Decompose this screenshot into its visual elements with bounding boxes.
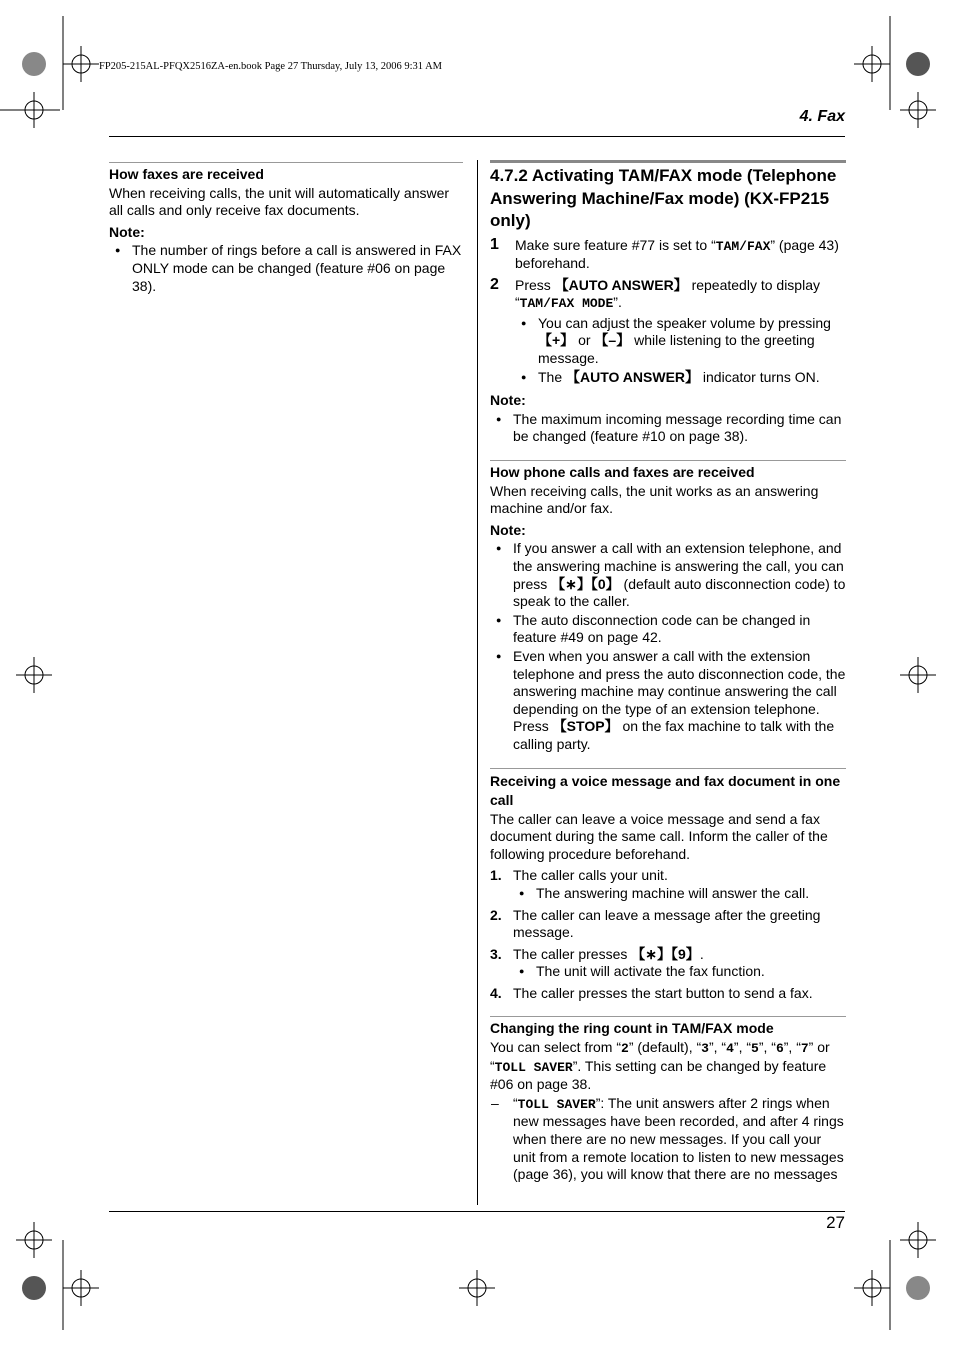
- section-title: How phone calls and faxes are received: [490, 464, 755, 481]
- note-bullet: ● If you answer a call with an extension telephone, and the answering machine is answering the call, you can press 【∗】【0】 (default auto disconnection code) to speak to the caller.: [490, 540, 846, 610]
- note-label: Note:: [490, 392, 526, 409]
- note-label: Note:: [490, 521, 526, 538]
- step-bullet: ● You can adjust the speaker volume by pressing 【+】 or 【–】 while listening to the greeting message.: [515, 315, 846, 368]
- step-text: Make sure feature #77 is set to “: [515, 236, 716, 253]
- note-bullet: ● The auto disconnection code can be changed in feature #49 on page 42.: [490, 612, 846, 647]
- right-column: [490, 160, 846, 1184]
- step-text: ”.: [613, 294, 622, 311]
- display-code: TAM/FAX: [715, 238, 771, 254]
- section-rule: [490, 460, 846, 461]
- step-1: [490, 237, 846, 273]
- note-label: Note:: [109, 223, 145, 240]
- display-code: TAM/FAX MODE: [519, 296, 614, 312]
- list-item: 3. The caller presses 【∗】【9】. ● The unit will activate the fax function.: [490, 946, 846, 981]
- auto-answer-key: 【AUTO ANSWER】: [554, 276, 688, 293]
- book-info-line: FP205-215AL-PFQX2516ZA-en.book Page 27 Thursday, July 13, 2006 9:31 AM: [99, 61, 442, 72]
- paragraph: You can select from “2” (default), “3”, “4”, “5”, “6”, “7” or “TOLL SAVER”. This setting can be changed by feature #06 on page 38.: [490, 1039, 830, 1093]
- left-column: [109, 162, 463, 296]
- paragraph: When receiving calls, the unit works as an answering machine and/or fax.: [490, 482, 819, 517]
- paragraph: The caller can leave a voice message and send a fax document during the same call. Inform the caller of the following procedure beforehand.: [490, 810, 828, 862]
- step-number: 2: [490, 275, 499, 293]
- list-bullet: ● The unit will activate the fax function.: [513, 963, 846, 981]
- heading-rule: [490, 160, 846, 163]
- list-item: 4. The caller presses the start button to send a fax.: [490, 984, 813, 1001]
- dash-item: – “TOLL SAVER”: The unit answers after 2 rings when new messages have been recorded, and after 4 rings when there are no new messages. If you call your unit from a remote location to listen to new messages (page 36), you will know that there are no messages: [491, 1094, 844, 1183]
- column-divider: [477, 160, 478, 1205]
- footer-rule: [109, 1211, 845, 1212]
- star-zero-key: 【∗】【0】: [551, 575, 620, 592]
- list-item: 2. The caller can leave a message after the greeting message.: [490, 906, 821, 941]
- section-rule: [109, 162, 463, 163]
- note-bullet: ● The maximum incoming message recording time can be changed (feature #10 on page 38).: [490, 411, 846, 446]
- minus-key: 【–】: [594, 332, 631, 349]
- stop-key: 【STOP】: [552, 718, 619, 735]
- note-bullet: ● The number of rings before a call is answered in FAX ONLY mode can be changed (feature #06 on page 38).: [109, 242, 463, 295]
- step-text: Press: [515, 276, 555, 293]
- section-title: Changing the ring count in TAM/FAX mode: [490, 1020, 774, 1037]
- star-nine-key: 【∗】【9】: [631, 945, 700, 962]
- page-number: 27: [826, 1213, 845, 1232]
- note-bullet: ● Even when you answer a call with the extension telephone and press the auto disconnection code, the answering machine may continue answering the call depending on the type of an extension telephone. Press 【STOP】 on the fax machine to talk with the calling party.: [490, 648, 846, 754]
- section-title: Receiving a voice message and fax document in one call: [490, 772, 841, 808]
- section-heading: 4.7.2 Activating TAM/FAX mode (Telephone Answering Machine/Fax mode) (KX-FP215 only): [490, 166, 837, 230]
- step-text: repeatedly to display “: [515, 276, 820, 311]
- step-number: 1: [490, 235, 499, 253]
- paragraph: When receiving calls, the unit will automatically answer all calls and only receive fax documents.: [109, 184, 450, 219]
- section-title: How faxes are received: [109, 166, 264, 182]
- step-bullet: ● The 【AUTO ANSWER】 indicator turns ON.: [515, 369, 846, 387]
- step-2: [490, 277, 846, 387]
- plus-key: 【+】: [538, 332, 575, 349]
- list-bullet: ● The answering machine will answer the call.: [513, 885, 846, 903]
- auto-answer-key: 【AUTO ANSWER】: [566, 368, 700, 385]
- section-rule: [490, 768, 846, 769]
- list-item: 1. The caller calls your unit. ● The answering machine will answer the call.: [490, 867, 846, 902]
- display-code: TOLL SAVER: [517, 1096, 596, 1112]
- section-rule: [490, 1016, 846, 1017]
- step-text: ” (page 43) beforehand.: [515, 236, 839, 272]
- header-rule: [109, 136, 845, 137]
- chapter-title: 4. Fax: [799, 108, 845, 125]
